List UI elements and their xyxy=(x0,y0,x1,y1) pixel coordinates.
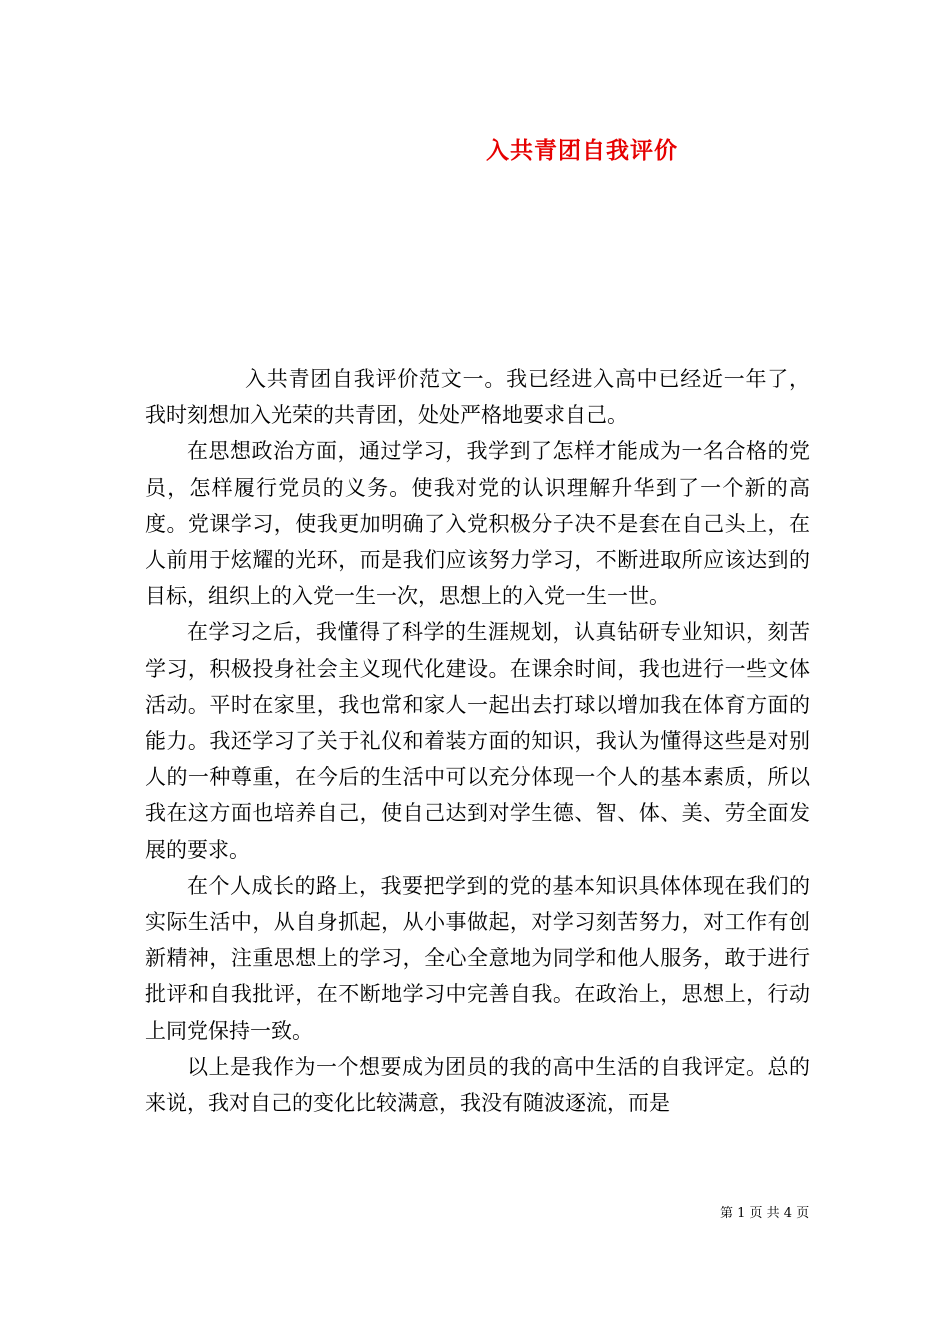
document-body xyxy=(145,361,810,1121)
page-number-footer: 第 1 页 共 4 页 xyxy=(720,1206,810,1221)
paragraph-5: 以上是我作为一个想要成为团员的我的高中生活的自我评定。总的来说，我对自己的变化比较满意，我没有随波逐流，而是 xyxy=(145,1054,810,1116)
paragraph-1: 入共青团自我评价范文一。我已经进入高中已经近一年了，我时刻想加入光荣的共青团，处处严格地要求自己。 xyxy=(145,367,810,428)
paragraph-3: 在学习之后，我懂得了科学的生涯规划，认真钻研专业知识，刻苦学习，积极投身社会主义现代化建设。在课余时间，我也进行一些文体活动。平时在家里，我也常和家人一起出去打球以增加我在体育方面的能力。我还学习了关于礼仪和着装方面的知识，我认为懂得这些是对别人的一种尊重，在今后的生活中可以充分体现一个人的基本素质，所以我在这方面也培养自己，使自己达到对学生德、智、体、美、劳全面发展的要求。 xyxy=(145,620,810,862)
paragraph-2: 在思想政治方面，通过学习，我学到了怎样才能成为一名合格的党员，怎样履行党员的义务。使我对党的认识理解升华到了一个新的高度。党课学习，使我更加明确了入党积极分子决不是套在自己头上，在人前用于炫耀的光环，而是我们应该努力学习，不断进取所应该达到的目标，组织上的入党一生一次，思想上的入党一生一世。 xyxy=(145,439,810,609)
document-title: 入共青团自我评价 xyxy=(486,137,678,164)
paragraph-4: 在个人成长的路上，我要把学到的党的基本知识具体体现在我们的实际生活中，从自身抓起，从小事做起，对学习刻苦努力，对工作有创新精神，注重思想上的学习，全心全意地为同学和他人服务，敢于进行批评和自我批评，在不断地学习中完善自我。在政治上，思想上，行动上同党保持一致。 xyxy=(145,873,810,1043)
